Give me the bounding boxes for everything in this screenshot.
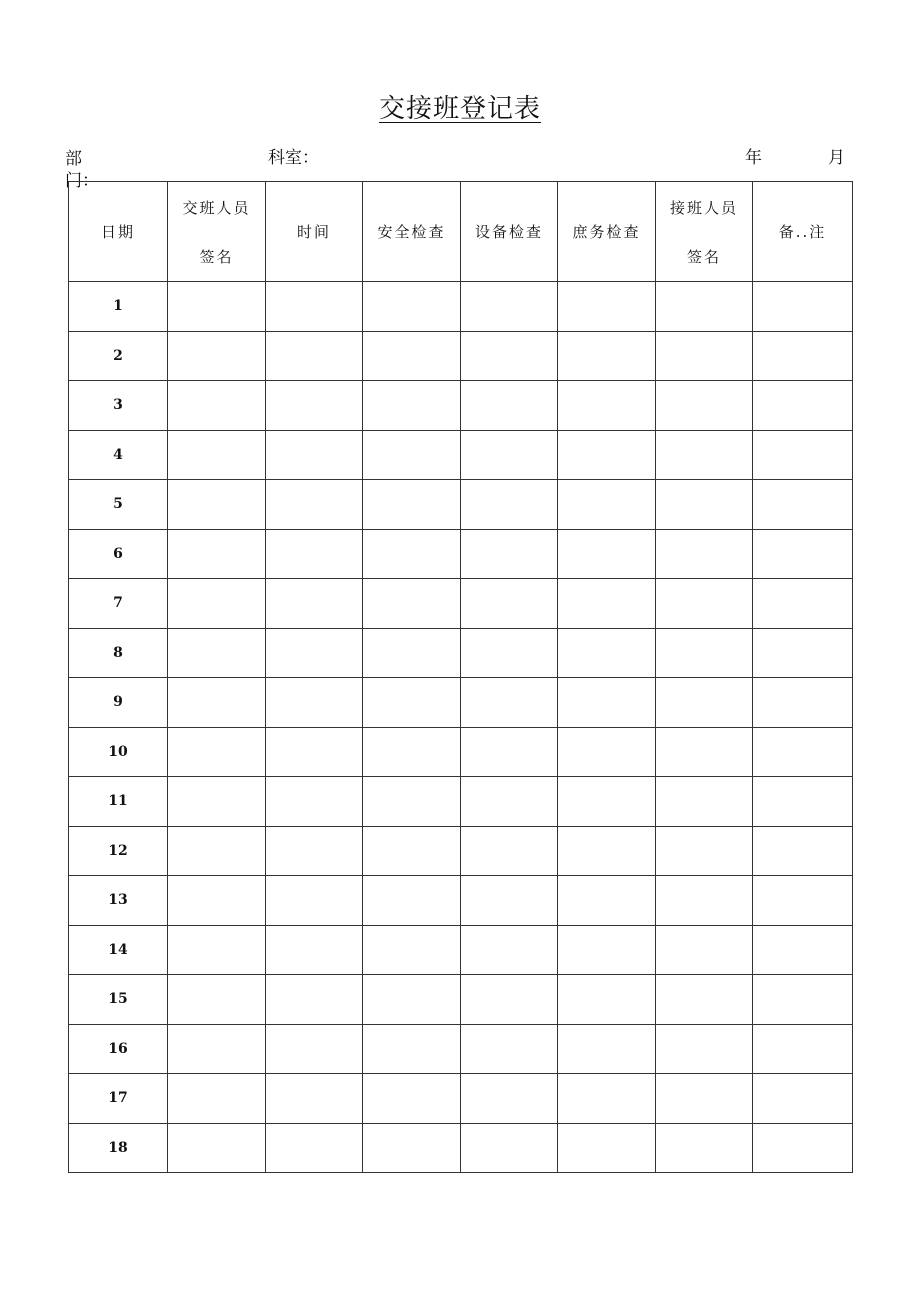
entry-cell[interactable]	[558, 826, 656, 876]
entry-cell[interactable]	[363, 1074, 461, 1124]
entry-cell[interactable]	[168, 282, 266, 332]
entry-cell[interactable]	[363, 1123, 461, 1173]
entry-cell[interactable]	[656, 579, 753, 629]
entry-cell[interactable]	[753, 727, 853, 777]
entry-cell[interactable]	[656, 925, 753, 975]
entry-cell[interactable]	[266, 430, 363, 480]
entry-cell[interactable]	[168, 628, 266, 678]
entry-cell[interactable]	[753, 480, 853, 530]
entry-cell[interactable]	[266, 331, 363, 381]
header-label: 安全检查	[377, 223, 446, 241]
entry-cell[interactable]	[266, 480, 363, 530]
entry-cell[interactable]	[168, 529, 266, 579]
entry-cell[interactable]	[753, 282, 853, 332]
entry-cell[interactable]	[461, 975, 558, 1025]
entry-cell[interactable]	[363, 1024, 461, 1074]
form-title: 交接班登记表	[378, 94, 541, 124]
entry-cell[interactable]	[363, 727, 461, 777]
header-label-line2: 签名	[686, 247, 721, 266]
entry-cell[interactable]	[461, 579, 558, 629]
entry-cell[interactable]	[656, 727, 753, 777]
header-cell	[461, 182, 558, 282]
entry-cell[interactable]	[461, 331, 558, 381]
header-cell	[363, 182, 461, 282]
entry-cell[interactable]	[558, 628, 656, 678]
entry-cell[interactable]	[753, 777, 853, 827]
table-body	[69, 282, 853, 1173]
entry-cell[interactable]	[753, 381, 853, 431]
entry-cell[interactable]	[558, 282, 656, 332]
entry-cell[interactable]	[266, 678, 363, 728]
entry-cell[interactable]	[266, 925, 363, 975]
entry-cell[interactable]	[753, 1123, 853, 1173]
entry-cell[interactable]	[558, 579, 656, 629]
entry-cell[interactable]	[753, 678, 853, 728]
entry-cell[interactable]	[656, 282, 753, 332]
entry-cell[interactable]	[266, 381, 363, 431]
table-row	[69, 480, 853, 530]
entry-cell[interactable]	[461, 381, 558, 431]
entry-cell[interactable]	[461, 628, 558, 678]
entry-cell[interactable]	[266, 1074, 363, 1124]
header-label: 交班人员	[182, 198, 251, 217]
year-label: 年	[745, 148, 762, 168]
header-label: 时间	[296, 223, 331, 241]
entry-cell[interactable]	[168, 777, 266, 827]
table-row	[69, 628, 853, 678]
day-number: 12	[69, 826, 168, 876]
entry-cell[interactable]	[266, 529, 363, 579]
entry-cell[interactable]	[168, 480, 266, 530]
day-number: 17	[69, 1074, 168, 1124]
entry-cell[interactable]	[558, 1024, 656, 1074]
entry-cell[interactable]	[363, 678, 461, 728]
entry-cell[interactable]	[168, 727, 266, 777]
entry-cell[interactable]	[558, 925, 656, 975]
entry-cell[interactable]	[266, 727, 363, 777]
entry-cell[interactable]	[363, 381, 461, 431]
header-cell	[69, 182, 168, 282]
entry-cell[interactable]	[266, 579, 363, 629]
entry-cell[interactable]	[266, 282, 363, 332]
table-row	[69, 678, 853, 728]
entry-cell[interactable]	[753, 876, 853, 926]
table-row	[69, 430, 853, 480]
entry-cell[interactable]	[363, 826, 461, 876]
entry-cell[interactable]	[363, 777, 461, 827]
entry-cell[interactable]	[656, 826, 753, 876]
entry-cell[interactable]	[656, 628, 753, 678]
table-row	[69, 777, 853, 827]
entry-cell[interactable]	[168, 331, 266, 381]
header-cell	[753, 182, 853, 282]
entry-cell[interactable]	[558, 1123, 656, 1173]
entry-cell[interactable]	[656, 876, 753, 926]
entry-cell[interactable]	[168, 381, 266, 431]
entry-cell[interactable]	[558, 480, 656, 530]
header-label: 接班人员	[669, 198, 738, 217]
entry-cell[interactable]	[753, 826, 853, 876]
entry-cell[interactable]	[266, 1123, 363, 1173]
entry-cell[interactable]	[461, 925, 558, 975]
table-row	[69, 529, 853, 579]
entry-cell[interactable]	[168, 876, 266, 926]
table-row	[69, 381, 853, 431]
table-row	[69, 331, 853, 381]
entry-cell[interactable]	[656, 1024, 753, 1074]
office-label: 科室：	[268, 148, 319, 168]
entry-cell[interactable]	[558, 678, 656, 728]
header-cell	[558, 182, 656, 282]
header-label: 日期	[100, 223, 135, 241]
header-row	[69, 182, 853, 282]
entry-cell[interactable]	[558, 727, 656, 777]
entry-cell[interactable]	[558, 975, 656, 1025]
header-cell	[656, 182, 753, 282]
entry-cell[interactable]	[753, 1074, 853, 1124]
entry-cell[interactable]	[558, 1074, 656, 1124]
entry-cell[interactable]	[168, 1074, 266, 1124]
entry-cell[interactable]	[363, 628, 461, 678]
day-number: 7	[69, 579, 168, 629]
entry-cell[interactable]	[753, 925, 853, 975]
entry-cell[interactable]	[363, 529, 461, 579]
table-row	[69, 282, 853, 332]
entry-cell[interactable]	[461, 777, 558, 827]
entry-cell[interactable]	[461, 727, 558, 777]
header-label: 设备检查	[474, 223, 543, 241]
table-row	[69, 826, 853, 876]
table-row	[69, 727, 853, 777]
entry-cell[interactable]	[656, 381, 753, 431]
entry-cell[interactable]	[266, 876, 363, 926]
entry-cell[interactable]	[363, 925, 461, 975]
entry-cell[interactable]	[656, 331, 753, 381]
department-label: 部门：	[65, 149, 99, 191]
day-number: 8	[69, 628, 168, 678]
entry-cell[interactable]	[656, 529, 753, 579]
header-cell	[168, 182, 266, 282]
entry-cell[interactable]	[656, 678, 753, 728]
entry-cell[interactable]	[363, 282, 461, 332]
entry-cell[interactable]	[753, 579, 853, 629]
entry-cell[interactable]	[461, 1123, 558, 1173]
header-label: 备..注	[778, 223, 827, 241]
day-number: 5	[69, 480, 168, 530]
entry-cell[interactable]	[558, 777, 656, 827]
entry-cell[interactable]	[461, 282, 558, 332]
entry-cell[interactable]	[168, 1123, 266, 1173]
entry-cell[interactable]	[363, 975, 461, 1025]
entry-cell[interactable]	[168, 579, 266, 629]
table-row	[69, 579, 853, 629]
table-row	[69, 925, 853, 975]
entry-cell[interactable]	[558, 430, 656, 480]
entry-cell[interactable]	[363, 480, 461, 530]
entry-cell[interactable]	[363, 876, 461, 926]
entry-cell[interactable]	[461, 529, 558, 579]
day-number: 1	[69, 282, 168, 332]
day-number: 15	[69, 975, 168, 1025]
entry-cell[interactable]	[753, 430, 853, 480]
entry-cell[interactable]	[266, 826, 363, 876]
day-number: 13	[69, 876, 168, 926]
day-number: 16	[69, 1024, 168, 1074]
entry-cell[interactable]	[656, 1123, 753, 1173]
day-number: 6	[69, 529, 168, 579]
entry-cell[interactable]	[461, 430, 558, 480]
day-number: 4	[69, 430, 168, 480]
entry-cell[interactable]	[656, 480, 753, 530]
entry-cell[interactable]	[753, 628, 853, 678]
day-number: 9	[69, 678, 168, 728]
day-number: 10	[69, 727, 168, 777]
entry-cell[interactable]	[363, 430, 461, 480]
entry-cell[interactable]	[558, 381, 656, 431]
entry-cell[interactable]	[753, 975, 853, 1025]
day-number: 2	[69, 331, 168, 381]
entry-cell[interactable]	[168, 1024, 266, 1074]
entry-cell[interactable]	[753, 331, 853, 381]
entry-cell[interactable]	[558, 876, 656, 926]
entry-cell[interactable]	[656, 975, 753, 1025]
entry-cell[interactable]	[461, 678, 558, 728]
entry-cell[interactable]	[461, 1024, 558, 1074]
entry-cell[interactable]	[656, 1074, 753, 1124]
entry-cell[interactable]	[753, 1024, 853, 1074]
entry-cell[interactable]	[266, 628, 363, 678]
day-number: 14	[69, 925, 168, 975]
entry-cell[interactable]	[266, 975, 363, 1025]
entry-cell[interactable]	[168, 975, 266, 1025]
entry-cell[interactable]	[168, 678, 266, 728]
table-row	[69, 876, 853, 926]
entry-cell[interactable]	[168, 430, 266, 480]
entry-cell[interactable]	[753, 529, 853, 579]
entry-cell[interactable]	[656, 777, 753, 827]
entry-cell[interactable]	[266, 777, 363, 827]
entry-cell[interactable]	[558, 529, 656, 579]
table-row	[69, 975, 853, 1025]
table-row	[69, 1074, 853, 1124]
table-row	[69, 1024, 853, 1074]
entry-cell[interactable]	[266, 1024, 363, 1074]
table-row	[69, 1123, 853, 1173]
entry-cell[interactable]	[461, 1074, 558, 1124]
entry-cell[interactable]	[656, 430, 753, 480]
header-label-line2: 签名	[199, 247, 234, 266]
entry-cell[interactable]	[363, 331, 461, 381]
entry-cell[interactable]	[461, 826, 558, 876]
day-number: 3	[69, 381, 168, 431]
entry-cell[interactable]	[558, 331, 656, 381]
header-label: 庶务检查	[572, 223, 641, 241]
entry-cell[interactable]	[461, 876, 558, 926]
entry-cell[interactable]	[168, 925, 266, 975]
entry-cell[interactable]	[168, 826, 266, 876]
entry-cell[interactable]	[363, 579, 461, 629]
header-cell	[266, 182, 363, 282]
handover-table	[68, 181, 853, 1173]
month-label: 月	[828, 148, 845, 168]
day-number: 18	[69, 1123, 168, 1173]
day-number: 11	[69, 777, 168, 827]
entry-cell[interactable]	[461, 480, 558, 530]
